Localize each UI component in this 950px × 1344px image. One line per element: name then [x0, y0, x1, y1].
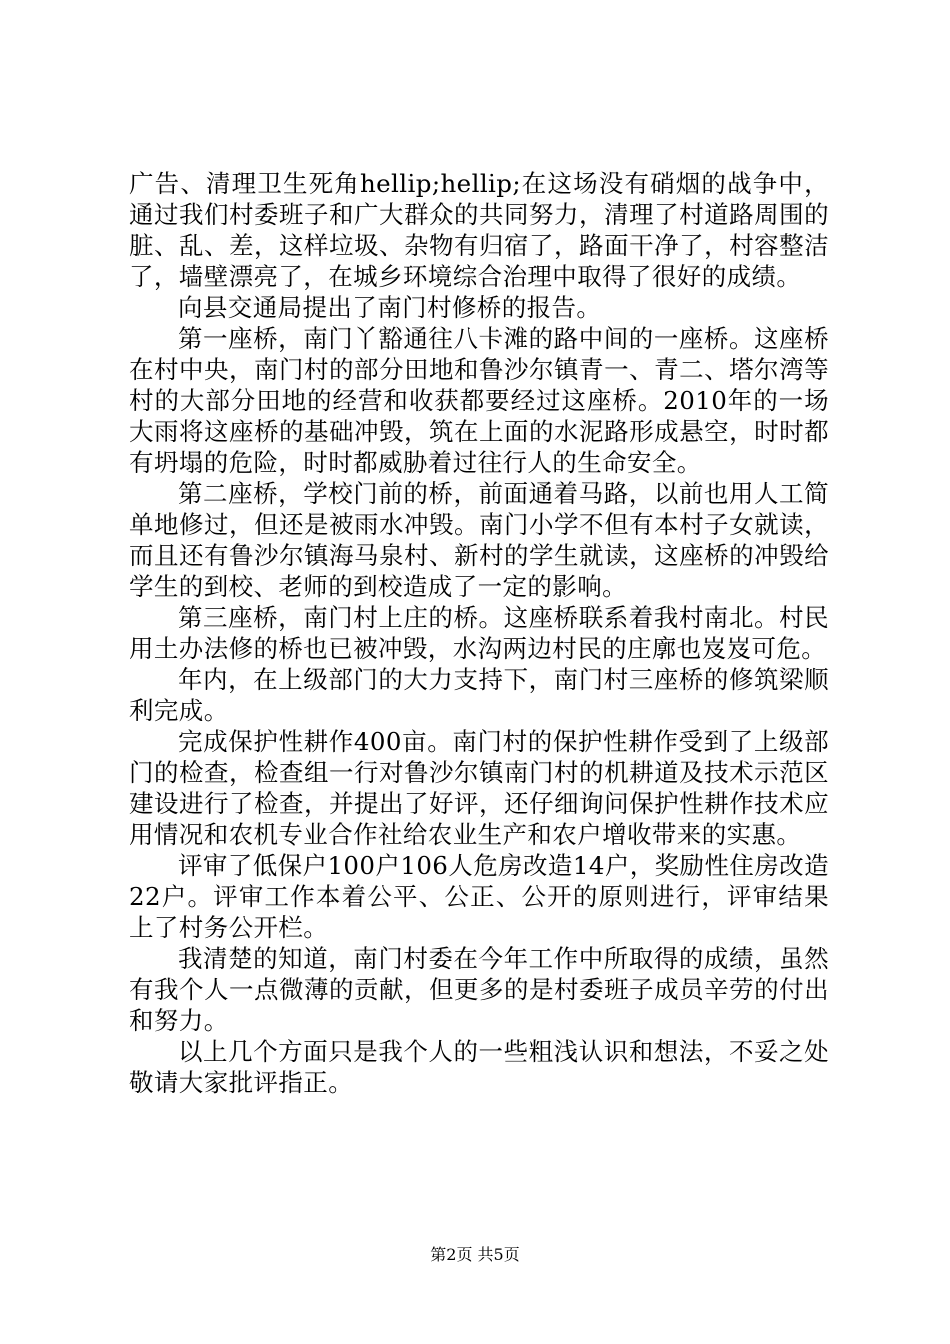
page-number-label: 第2页 共5页	[430, 1245, 520, 1264]
paragraph: 向县交通局提出了南门村修桥的报告。	[178, 293, 602, 322]
paragraph: 广告、清理卫生死角hellip;hellip;在这场没有硝烟的战争中，通过我们村委班子和广大群众的共同努力，清理了村道路周围的脏、乱、差，这样垃圾、杂物有归宿了，路面干净了，村容整洁了，墙壁漂亮了，在城乡环境综合治理中取得了很好的成绩。	[129, 169, 829, 291]
paragraph: 以上几个方面只是我个人的一些粗浅认识和想法，不妥之处敬请大家批评指正。	[129, 1037, 829, 1097]
document-body	[129, 168, 829, 1098]
page-footer	[0, 1245, 950, 1265]
paragraph: 我清楚的知道，南门村委在今年工作中所取得的成绩，虽然有我个人一点微薄的贡献，但更多的是村委班子成员辛劳的付出和努力。	[129, 944, 829, 1035]
paragraph: 第一座桥，南门丫豁通往八卡滩的路中间的一座桥。这座桥在村中央，南门村的部分田地和鲁沙尔镇青一、青二、塔尔湾等村的大部分田地的经营和收获都要经过这座桥。2010年的一场大雨将这座桥的基础冲毁，筑在上面的水泥路形成悬空，时时都有坍塌的危险，时时都威胁着过往行人的生命安全。	[129, 324, 829, 477]
paragraph: 第三座桥，南门村上庄的桥。这座桥联系着我村南北。村民用土办法修的桥也已被冲毁，水沟两边村民的庄廓也岌岌可危。	[129, 603, 829, 663]
paragraph: 第二座桥，学校门前的桥，前面通着马路，以前也用人工简单地修过，但还是被雨水冲毁。南门小学不但有本村子女就读，而且还有鲁沙尔镇海马泉村、新村的学生就读，这座桥的冲毁给学生的到校、老师的到校造成了一定的影响。	[129, 479, 829, 601]
paragraph: 评审了低保户100户106人危房改造14户，奖励性住房改造22户。评审工作本着公平、公正、公开的原则进行，评审结果上了村务公开栏。	[129, 851, 829, 942]
paragraph: 年内，在上级部门的大力支持下，南门村三座桥的修筑梁顺利完成。	[129, 665, 829, 725]
paragraph: 完成保护性耕作400亩。南门村的保护性耕作受到了上级部门的检查，检查组一行对鲁沙尔镇南门村的机耕道及技术示范区建设进行了检查，并提出了好评，还仔细询问保护性耕作技术应用情况和农机专业合作社给农业生产和农户增收带来的实惠。	[129, 727, 829, 849]
